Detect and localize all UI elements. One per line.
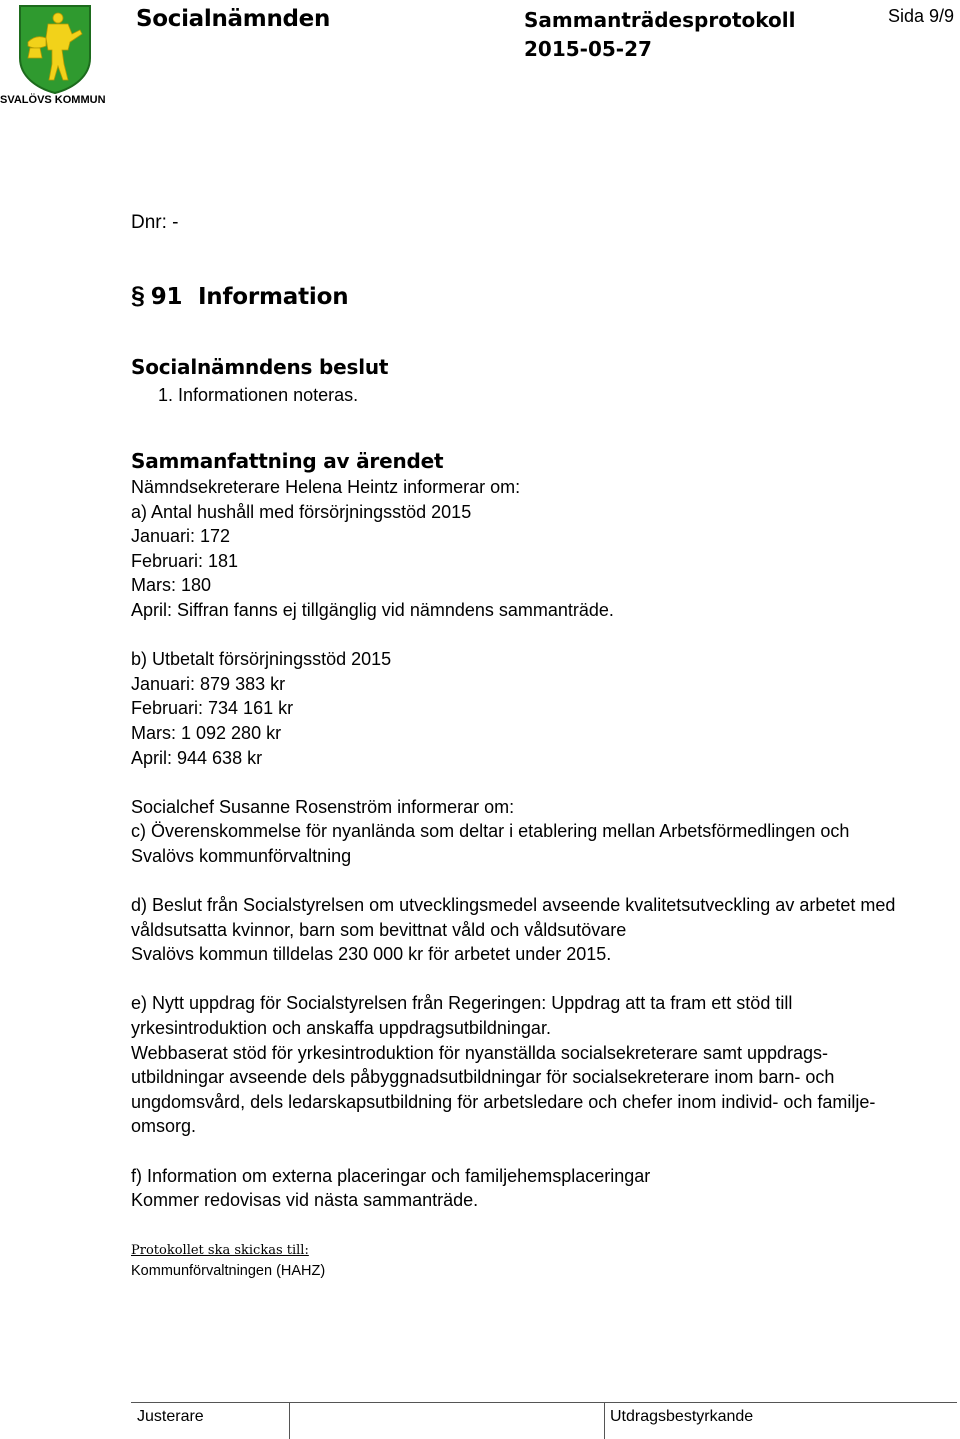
summary-line: ungdomsvård, dels ledarskapsutbildning för arbetsledare och chefer inom individ- och familje-: [131, 1091, 876, 1112]
diary-number: Dnr: -: [131, 212, 179, 233]
protocol-title: Sammanträdesprotokoll: [524, 8, 796, 32]
summary-line: a) Antal hushåll med försörjningsstöd 2015: [131, 501, 472, 522]
summary-line: Svalövs kommun tilldelas 230 000 kr för arbetet under 2015.: [131, 944, 612, 965]
summary-line: b) Utbetalt försörjningsstöd 2015: [131, 649, 392, 670]
footer-justerare: Justerare: [137, 1408, 204, 1425]
summary-line: omsorg.: [131, 1116, 197, 1137]
paragraph-gap: [131, 1139, 951, 1164]
summary-line: Socialchef Susanne Rosenström informerar om:: [131, 796, 515, 817]
summary-line: Nämndsekreterare Helena Heintz informerar om:: [131, 477, 521, 497]
distribution-recipient: Kommunförvaltningen (HAHZ): [131, 1263, 326, 1279]
decision-heading: Socialnämndens beslut: [131, 355, 389, 379]
summary-line: Januari: 879 383 kr: [131, 673, 286, 694]
summary-line: c) Överenskommelse för nyanlända som deltar i etablering mellan Arbetsförmedlingen och: [131, 821, 850, 842]
summary-line: Mars: 1 092 280 kr: [131, 722, 282, 743]
paragraph-gap: [131, 967, 951, 992]
paragraph-title: [131, 282, 348, 311]
municipality-logo: [0, 2, 112, 108]
footer-rule: [131, 1402, 957, 1403]
coat-of-arms-icon: [18, 4, 92, 94]
protocol-heading: [524, 6, 795, 64]
protocol-date: 2015-05-27: [524, 37, 652, 61]
paragraph-gap: [131, 869, 951, 894]
section-sign: §: [131, 282, 145, 310]
paragraph-gap: [131, 623, 951, 648]
page-number: Sida 9/9: [888, 6, 955, 26]
summary-line: Webbaserat stöd för yrkesintroduktion för nyanställda socialsekreterare samt uppdrags-: [131, 1042, 829, 1063]
summary-line: April: Siffran fanns ej tillgänglig vid nämndens sammanträde.: [131, 599, 614, 620]
committee-name: Socialnämnden: [136, 6, 331, 32]
summary-line: d) Beslut från Socialstyrelsen om utvecklingsmedel avseende kvalitetsutveckling av arbetet med: [131, 895, 896, 916]
summary-line: yrkesintroduktion och anskaffa uppdragsutbildningar.: [131, 1018, 551, 1039]
summary-line: Kommer redovisas vid nästa sammanträde.: [131, 1190, 479, 1211]
summary-line: Svalövs kommunförvaltning: [131, 845, 352, 866]
summary-line: Februari: 734 161 kr: [131, 698, 294, 719]
summary-line: e) Nytt uppdrag för Socialstyrelsen från Regeringen: Uppdrag att ta fram ett stöd till: [131, 993, 793, 1014]
summary-line: Mars: 180: [131, 575, 212, 596]
org-name: SVALÖVS KOMMUN: [0, 94, 106, 106]
paragraph-number-title: 91 Information: [150, 284, 349, 310]
summary-line: f) Information om externa placeringar och familjehemsplaceringar: [131, 1165, 651, 1186]
summary-line: Februari: 181: [131, 550, 239, 571]
summary-line: våldsutsatta kvinnor, barn som bevittnat våld och våldsutövare: [131, 919, 627, 940]
footer-divider: [289, 1402, 290, 1439]
summary-line: April: 944 638 kr: [131, 747, 263, 768]
summary-line: Januari: 172: [131, 526, 231, 547]
paragraph-gap: [131, 770, 951, 795]
distribution-label: Protokollet ska skickas till:: [131, 1243, 309, 1258]
summary-body: [131, 475, 951, 1213]
decision-item: 1. Informationen noteras.: [158, 385, 359, 405]
footer-utdrag: Utdragsbestyrkande: [610, 1408, 754, 1425]
footer-divider: [604, 1402, 605, 1439]
summary-line: utbildningar avseende dels påbyggnadsutbildningar för socialsekreterare inom barn- och: [131, 1067, 835, 1088]
summary-heading: Sammanfattning av ärendet: [131, 449, 444, 473]
